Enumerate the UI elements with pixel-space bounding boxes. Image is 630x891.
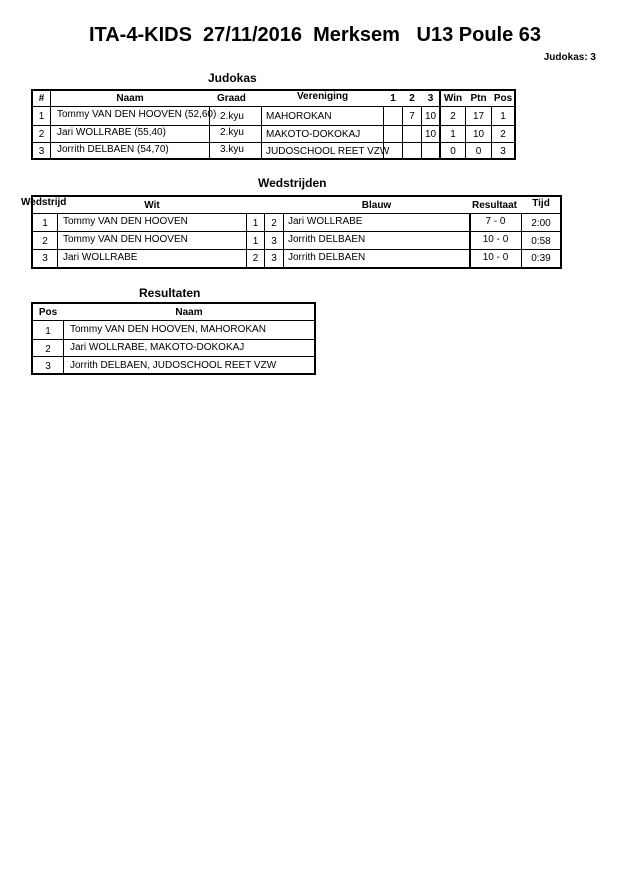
judoka-ptn: 17 xyxy=(472,111,485,122)
match-tijd: 0:39 xyxy=(531,253,551,264)
col-header-graad: Graad xyxy=(217,93,246,104)
judoka-count: Judokas: 3 xyxy=(543,52,596,63)
judoka-nr: 1 xyxy=(38,111,45,122)
col-header-pos: Pos xyxy=(493,93,513,104)
match-wit: Tommy VAN DEN HOOVEN xyxy=(63,234,188,245)
col-header-pos: Pos xyxy=(38,307,58,318)
judoka-nr: 2 xyxy=(38,129,45,140)
col-header-ptn: Ptn xyxy=(470,93,487,104)
col-header-wedstrijd: Wedstrijd xyxy=(21,197,67,208)
match-blauw-nr: 2 xyxy=(271,218,277,229)
match-blauw: Jorrith DELBAEN xyxy=(288,252,366,263)
judoka-naam: Tommy VAN DEN HOOVEN (52,60) xyxy=(57,109,217,120)
col-header-wit: Wit xyxy=(144,200,160,211)
resultaten-heading: Resultaten xyxy=(139,286,201,300)
judoka-win: 1 xyxy=(450,129,456,140)
match-resultaat: 7 - 0 xyxy=(485,216,506,227)
judoka-vereniging: MAKOTO-DOKOKAJ xyxy=(266,129,361,140)
judoka-graad: 2.kyu xyxy=(220,127,244,138)
judoka-vereniging: MAHOROKAN xyxy=(266,111,332,122)
judoka-win: 0 xyxy=(450,146,456,157)
judoka-graad: 3.kyu xyxy=(220,144,244,155)
col-header-nr: # xyxy=(38,93,45,104)
match-wit-nr: 1 xyxy=(252,236,259,247)
col-header-3: 3 xyxy=(427,93,434,104)
result-pos: 1 xyxy=(45,326,51,337)
judokas-heading: Judokas xyxy=(208,71,257,85)
result-naam: Jorrith DELBAEN, JUDOSCHOOL REET VZW xyxy=(70,360,277,371)
col-header-resultaat: Resultaat xyxy=(472,200,518,211)
judoka-score-2: 7 xyxy=(409,111,415,122)
judoka-score-3: 10 xyxy=(424,111,437,122)
result-naam: Tommy VAN DEN HOOVEN, MAHOROKAN xyxy=(70,324,266,335)
match-blauw-nr: 3 xyxy=(271,253,277,264)
judoka-naam: Jari WOLLRABE (55,40) xyxy=(57,127,166,138)
match-blauw: Jari WOLLRABE xyxy=(288,216,363,227)
match-wit: Tommy VAN DEN HOOVEN xyxy=(63,216,188,227)
result-naam: Jari WOLLRABE, MAKOTO-DOKOKAJ xyxy=(70,342,245,353)
match-resultaat: 10 - 0 xyxy=(482,252,509,263)
judoka-ptn: 10 xyxy=(472,129,485,140)
judoka-pos: 2 xyxy=(500,129,506,140)
judoka-vereniging: JUDOSCHOOL REET VZW xyxy=(266,146,390,157)
result-pos: 2 xyxy=(45,344,51,355)
col-header-2: 2 xyxy=(409,93,415,104)
col-header-blauw: Blauw xyxy=(361,200,392,211)
wedstrijden-heading: Wedstrijden xyxy=(258,176,327,190)
match-tijd: 0:58 xyxy=(531,236,551,247)
match-nr: 2 xyxy=(42,236,48,247)
match-resultaat: 10 - 0 xyxy=(482,234,509,245)
col-header-tijd: Tijd xyxy=(532,198,550,209)
judoka-pos: 1 xyxy=(500,111,506,122)
judokas-table xyxy=(31,89,516,160)
col-header-naam: Naam xyxy=(175,307,203,318)
judoka-nr: 3 xyxy=(38,146,45,157)
match-wit-nr: 1 xyxy=(252,218,259,229)
wedstrijden-table xyxy=(21,195,562,269)
match-tijd: 2:00 xyxy=(531,218,551,229)
match-blauw-nr: 3 xyxy=(271,236,277,247)
col-header-naam: Naam xyxy=(116,93,144,104)
col-header-vereniging: Vereniging xyxy=(296,91,349,102)
match-wit-nr: 2 xyxy=(252,253,259,264)
match-wit: Jari WOLLRABE xyxy=(63,252,138,263)
judoka-naam: Jorrith DELBAEN (54,70) xyxy=(57,144,169,155)
judoka-win: 2 xyxy=(450,111,456,122)
page-title: ITA-4-KIDS 27/11/2016 Merksem U13 Poule 63 xyxy=(88,24,542,46)
match-blauw: Jorrith DELBAEN xyxy=(288,234,366,245)
match-nr: 1 xyxy=(42,218,48,229)
result-pos: 3 xyxy=(45,361,51,372)
judoka-score-3: 10 xyxy=(424,129,437,140)
col-header-win: Win xyxy=(443,93,463,104)
resultaten-table xyxy=(31,302,316,375)
match-nr: 3 xyxy=(42,253,48,264)
judoka-ptn: 0 xyxy=(475,146,482,157)
judoka-pos: 3 xyxy=(500,146,506,157)
judoka-graad: 2.kyu xyxy=(220,111,244,122)
col-header-1: 1 xyxy=(390,93,396,104)
